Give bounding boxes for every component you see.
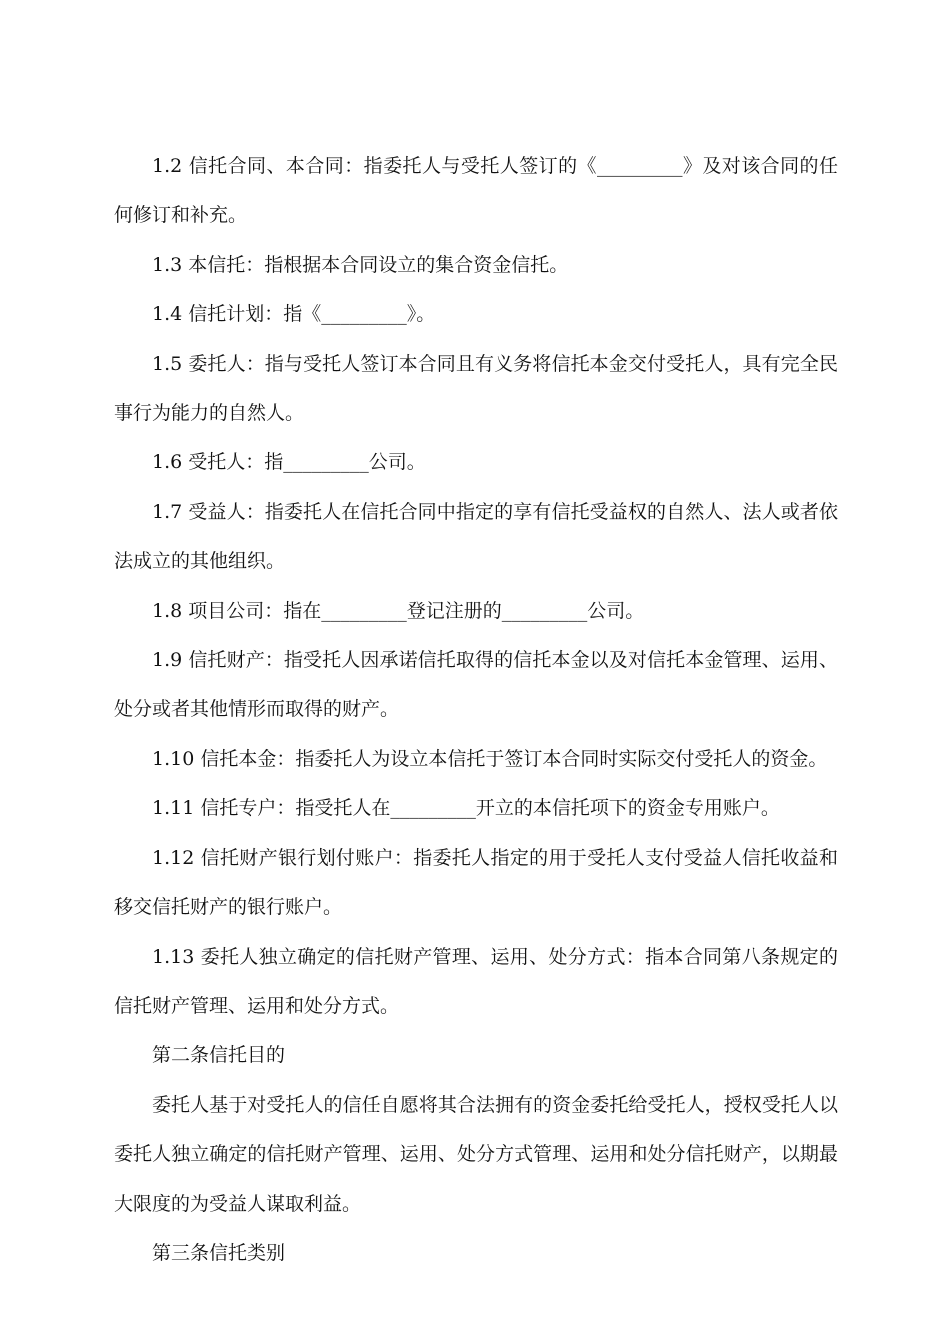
clause-1-9: 1.9 信托财产：指受托人因承诺信托取得的信托本金以及对信托本金管理、运用、处分或者其他情形而取得的财产。 bbox=[114, 649, 838, 721]
clause-1-6: 1.6 受托人：指_________公司。 bbox=[152, 451, 426, 474]
clause-1-7: 1.7 受益人：指委托人在信托合同中指定的享有信托受益权的自然人、法人或者依法成立的其他组织。 bbox=[114, 500, 838, 573]
clause-1-3: 1.3 本信托：指根据本合同设立的集合资金信托。 bbox=[152, 253, 569, 276]
clause-1-10: 1.10 信托本金：指委托人为设立本信托于签订本合同时实际交付受托人的资金。 bbox=[152, 747, 828, 770]
clause-1-2: 1.2 信托合同、本合同：指委托人与受托人签订的《_________》及对该合同的任何修订和补充。 bbox=[114, 155, 838, 227]
clause-1-8: 1.8 项目公司：指在_________登记注册的_________公司。 bbox=[152, 599, 645, 622]
document-page bbox=[114, 142, 838, 1278]
section-2-heading: 第二条信托目的 bbox=[152, 1044, 286, 1067]
clause-1-4: 1.4 信托计划：指《_________》。 bbox=[152, 303, 436, 326]
clause-1-11: 1.11 信托专户：指受托人在_________开立的本信托项下的资金专用账户。 bbox=[152, 797, 780, 820]
clause-1-12: 1.12 信托财产银行划付账户：指委托人指定的用于受托人支付受益人信托收益和移交信托财产的银行账户。 bbox=[114, 846, 838, 919]
section-2-body: 委托人基于对受托人的信任自愿将其合法拥有的资金委托给受托人，授权受托人以委托人独立确定的信托财产管理、运用、处分方式管理、运用和处分信托财产，以期最大限度的为受益人谋取利益。 bbox=[114, 1093, 838, 1215]
section-3-heading: 第三条信托类别 bbox=[152, 1241, 286, 1264]
clause-1-5: 1.5 委托人：指与受托人签订本合同且有义务将信托本金交付受托人，具有完全民事行为能力的自然人。 bbox=[114, 352, 838, 425]
clause-1-13: 1.13 委托人独立确定的信托财产管理、运用、处分方式：指本合同第八条规定的信托财产管理、运用和处分方式。 bbox=[114, 945, 838, 1017]
